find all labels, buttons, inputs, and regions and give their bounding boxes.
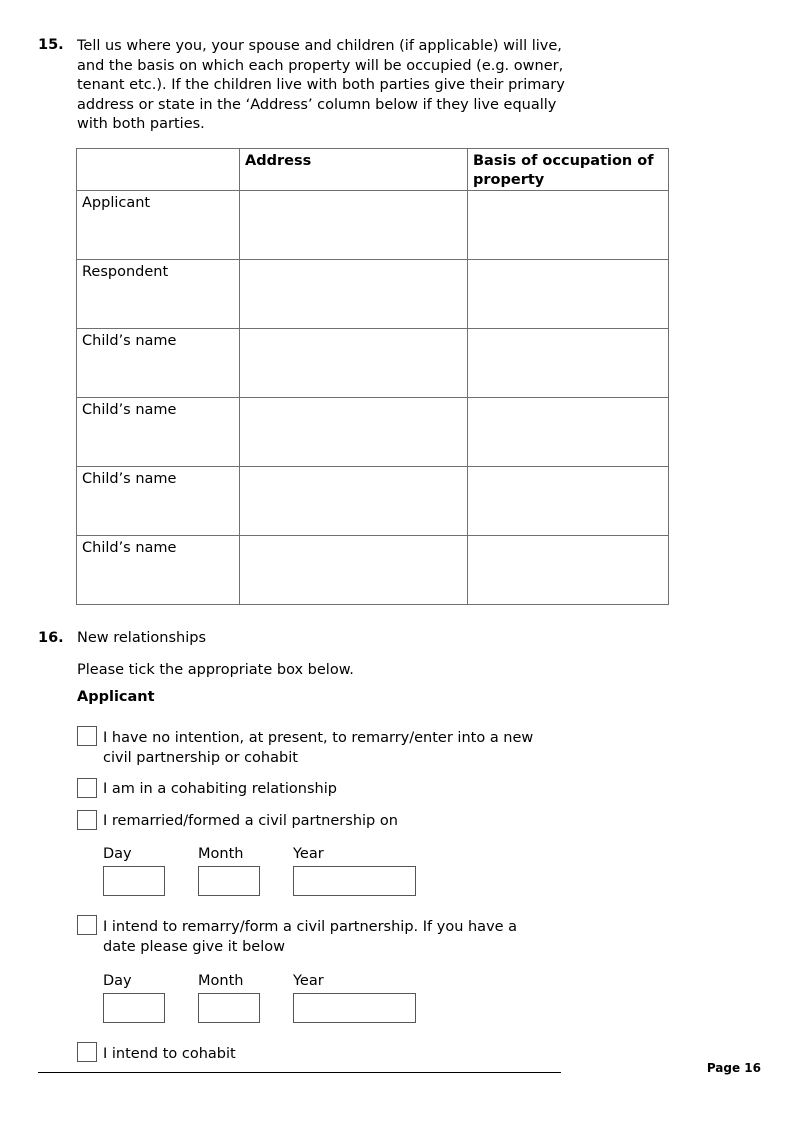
table-row [77, 329, 669, 398]
occupation-table [76, 148, 669, 605]
intend-year-field[interactable] [293, 993, 416, 1023]
intend-cohabit-checkbox[interactable] [77, 1042, 97, 1062]
remarried-day-field[interactable] [103, 866, 165, 896]
question-16-title: New relationships [77, 630, 207, 646]
table-row [77, 398, 669, 467]
table-header-blank [77, 149, 240, 191]
no-intention-checkbox[interactable] [77, 726, 97, 746]
child-4-basis-cell[interactable] [468, 536, 669, 605]
cohabiting-label: I am in a cohabiting relationship [103, 781, 337, 797]
row-label-respondent: Respondent [77, 260, 240, 329]
respondent-address-cell[interactable] [240, 260, 468, 329]
table-row [77, 260, 669, 329]
child-4-address-cell[interactable] [240, 536, 468, 605]
intend-month-label: Month [198, 973, 244, 989]
question-15-text: Tell us where you, your spouse and children (if applicable) will live, and the basis on which each property will be occupied (e.g. owner, tenant etc.). If the children live with both parties give their primary address or state in the ‘Address’ column below if they live equally with both parties. [77, 38, 565, 132]
applicant-basis-cell[interactable] [468, 191, 669, 260]
child-3-address-cell[interactable] [240, 467, 468, 536]
table-header-basis: Basis of occupation of property [468, 149, 669, 191]
child-3-basis-cell[interactable] [468, 467, 669, 536]
remarried-checkbox[interactable] [77, 810, 97, 830]
remarried-month-label: Month [198, 846, 244, 862]
child-2-address-cell[interactable] [240, 398, 468, 467]
intend-day-label: Day [103, 973, 132, 989]
intend-remarry-checkbox[interactable] [77, 915, 97, 935]
intend-year-label: Year [293, 973, 324, 989]
table-row [77, 191, 669, 260]
no-intention-label: I have no intention, at present, to remarry/enter into a new civil partnership or cohabit [103, 730, 534, 766]
intend-month-field[interactable] [198, 993, 260, 1023]
table-header-row [77, 149, 669, 191]
intend-remarry-label: I intend to remarry/form a civil partnership. If you have a date please give it below [103, 919, 518, 955]
child-2-basis-cell[interactable] [468, 398, 669, 467]
remarried-year-field[interactable] [293, 866, 416, 896]
row-label-child-1: Child’s name [77, 329, 240, 398]
remarried-label: I remarried/formed a civil partnership on [103, 813, 398, 829]
applicant-address-cell[interactable] [240, 191, 468, 260]
intend-day-field[interactable] [103, 993, 165, 1023]
cohabiting-checkbox[interactable] [77, 778, 97, 798]
row-label-applicant: Applicant [77, 191, 240, 260]
row-label-child-4: Child’s name [77, 536, 240, 605]
table-header-address: Address [240, 149, 468, 191]
question-number-16: 16. [38, 630, 64, 646]
remarried-day-label: Day [103, 846, 132, 862]
intend-cohabit-label: I intend to cohabit [103, 1046, 236, 1062]
table-row [77, 467, 669, 536]
remarried-month-field[interactable] [198, 866, 260, 896]
remarried-year-label: Year [293, 846, 324, 862]
child-1-address-cell[interactable] [240, 329, 468, 398]
page-number: Page 16 [706, 1061, 761, 1075]
row-label-child-3: Child’s name [77, 467, 240, 536]
row-label-child-2: Child’s name [77, 398, 240, 467]
footer-rule [38, 1072, 561, 1073]
child-1-basis-cell[interactable] [468, 329, 669, 398]
table-row [77, 536, 669, 605]
respondent-basis-cell[interactable] [468, 260, 669, 329]
question-number-15: 15. [38, 37, 64, 53]
question-16-instruction: Please tick the appropriate box below. [77, 662, 354, 678]
applicant-heading: Applicant [77, 689, 155, 705]
